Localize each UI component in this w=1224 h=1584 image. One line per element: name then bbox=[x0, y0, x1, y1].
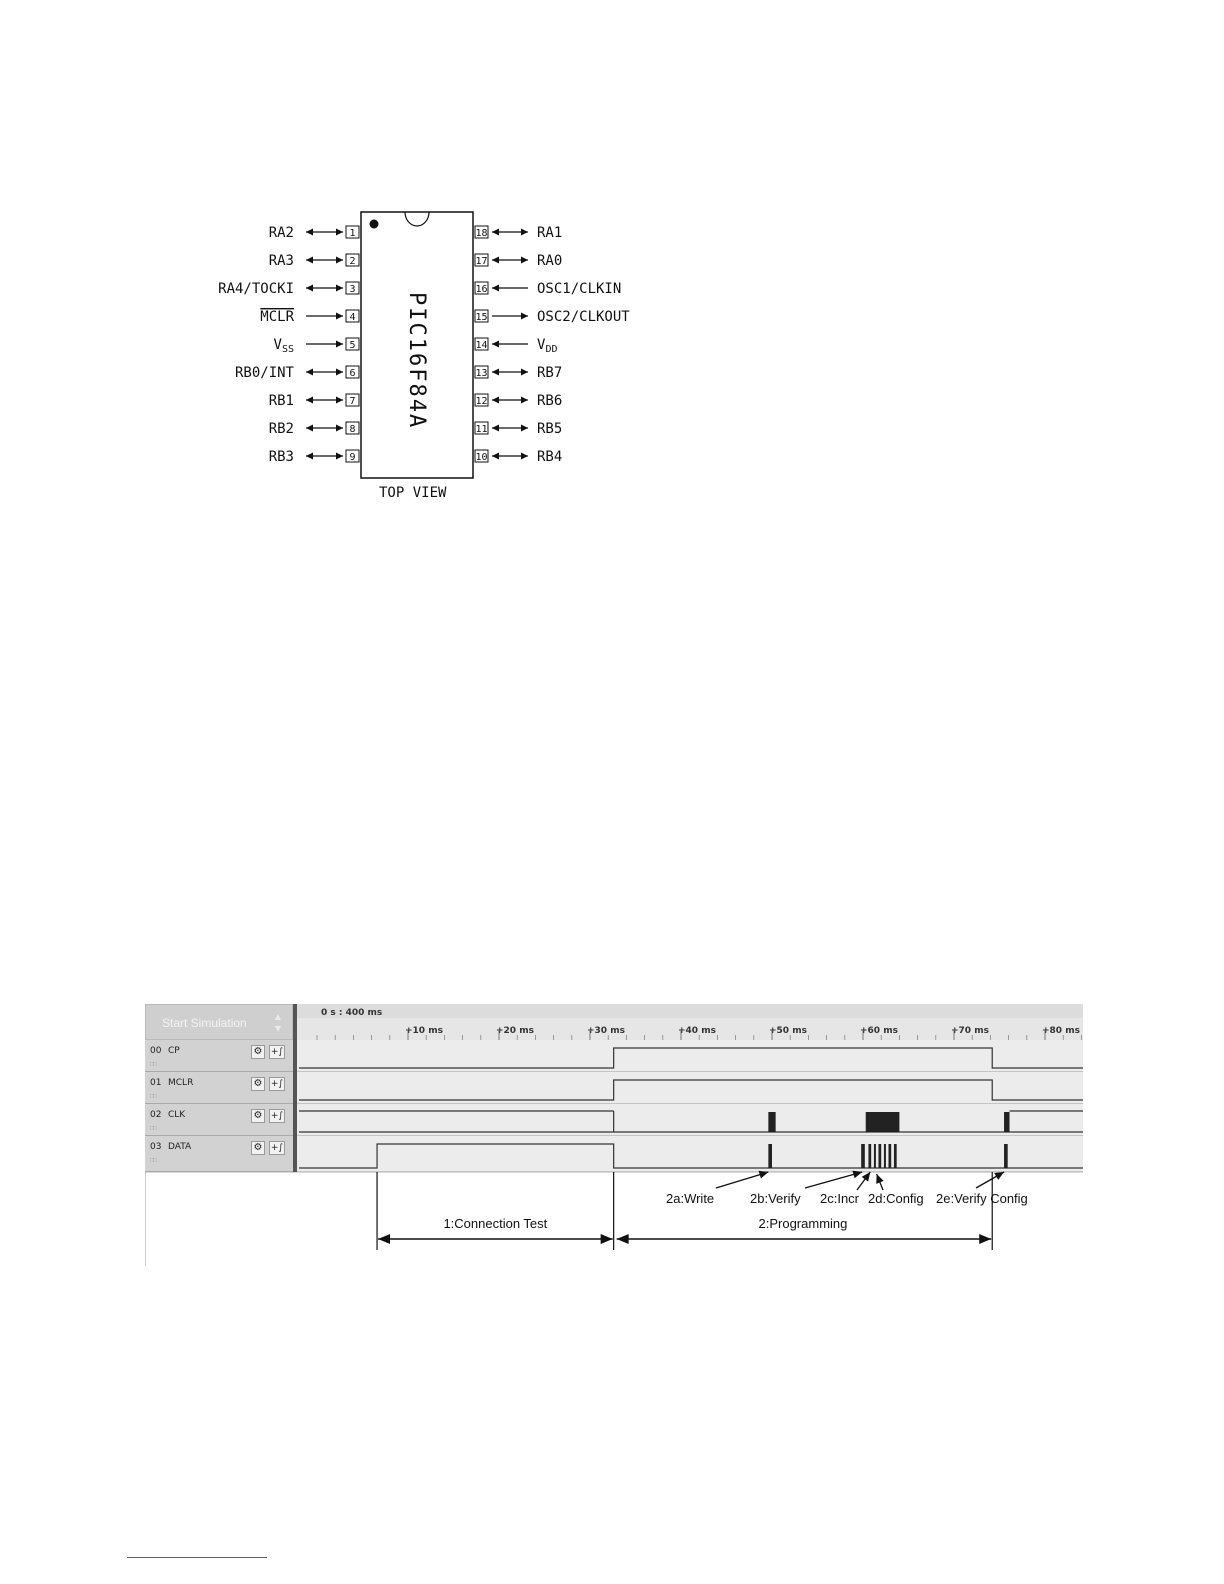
pin-14 bbox=[475, 337, 557, 355]
pin-number: 17 bbox=[475, 256, 488, 267]
pin1-marker bbox=[370, 220, 379, 229]
pin-label: RB2 bbox=[268, 421, 294, 437]
data-burst bbox=[1004, 1144, 1008, 1168]
signal-row-clk[interactable] bbox=[145, 1104, 293, 1136]
signal-name: MCLR bbox=[168, 1078, 194, 1088]
pin-number: 13 bbox=[475, 368, 488, 379]
pin-number: 10 bbox=[475, 452, 488, 463]
pin-label: RA2 bbox=[268, 225, 294, 241]
pin-number: 4 bbox=[349, 312, 356, 323]
edge-trigger-icon[interactable]: +∫ bbox=[270, 1143, 284, 1153]
pin-label: OSC1/CLKIN bbox=[537, 281, 622, 297]
tick-label: +20 ms bbox=[496, 1026, 534, 1036]
tick-label: +80 ms bbox=[1042, 1026, 1080, 1036]
data-burst bbox=[888, 1144, 891, 1168]
pin-label: RB3 bbox=[268, 449, 294, 465]
pin-label: RB1 bbox=[268, 393, 294, 409]
pin-number: 18 bbox=[475, 228, 488, 239]
clk-burst bbox=[866, 1112, 900, 1132]
data-burst bbox=[768, 1144, 772, 1168]
pin-number: 5 bbox=[349, 340, 356, 351]
pin-label: RA4/TOCKI bbox=[218, 281, 294, 297]
gear-icon[interactable]: ⚙ bbox=[251, 1077, 265, 1091]
drag-grip-icon[interactable]: ∷∷ bbox=[150, 1093, 156, 1100]
start-simulation-label: Start Simulation bbox=[162, 1016, 247, 1030]
pin-number: 9 bbox=[349, 452, 356, 463]
edge-trigger-icon[interactable]: +∫ bbox=[270, 1111, 284, 1121]
tick-label: +70 ms bbox=[951, 1026, 989, 1036]
tick-label: +50 ms bbox=[769, 1026, 807, 1036]
edge-trigger-icon[interactable]: +∫ bbox=[270, 1079, 284, 1089]
ruler-origin: 0 s : 400 ms bbox=[321, 1008, 383, 1018]
pin-number: 6 bbox=[349, 368, 356, 379]
pin-number: 15 bbox=[475, 312, 488, 323]
label-verify: 2b:Verify bbox=[750, 1191, 801, 1206]
right-pins bbox=[475, 225, 630, 465]
pin-2 bbox=[269, 253, 359, 269]
pin-7 bbox=[269, 393, 359, 409]
pin-number: 12 bbox=[475, 396, 488, 407]
signal-index: 01 bbox=[150, 1078, 162, 1088]
label-programming: 2:Programming bbox=[758, 1216, 848, 1231]
pin-label: OSC2/CLKOUT bbox=[537, 309, 630, 325]
signal-name: CP bbox=[168, 1046, 180, 1056]
chip-name: PIC16F84A bbox=[404, 292, 429, 430]
edge-trigger-icon[interactable]: +∫ bbox=[270, 1047, 284, 1057]
signal-index: 02 bbox=[150, 1110, 162, 1120]
label-incr: 2c:Incr bbox=[820, 1191, 860, 1206]
label-config: 2d:Config bbox=[868, 1191, 924, 1206]
pin-18 bbox=[475, 225, 562, 241]
start-simulation-button[interactable] bbox=[145, 1004, 293, 1040]
pin-number: 8 bbox=[349, 424, 356, 435]
signal-row-mclr[interactable] bbox=[145, 1072, 293, 1104]
gear-icon[interactable]: ⚙ bbox=[251, 1141, 265, 1155]
pin-label: RA1 bbox=[537, 225, 563, 241]
pin-label: MCLR bbox=[260, 309, 294, 325]
pin-6 bbox=[235, 365, 359, 381]
tick-label: +40 ms bbox=[678, 1026, 716, 1036]
drag-grip-icon[interactable]: ∷∷ bbox=[150, 1061, 156, 1068]
tick-label: +10 ms bbox=[405, 1026, 443, 1036]
clk-burst bbox=[1004, 1112, 1009, 1132]
pin-12 bbox=[475, 393, 562, 409]
pin-number: 7 bbox=[349, 396, 356, 407]
pin-10 bbox=[475, 449, 562, 465]
pin-label: RB0/INT bbox=[234, 365, 294, 381]
pin-15 bbox=[475, 309, 630, 325]
pin-number: 1 bbox=[349, 228, 356, 239]
left-pins bbox=[218, 225, 359, 465]
pin-16 bbox=[475, 281, 621, 297]
tick-label: +60 ms bbox=[860, 1026, 898, 1036]
pin-number: 11 bbox=[475, 424, 488, 435]
top-view-label: TOP VIEW bbox=[379, 485, 447, 501]
signal-row-data[interactable] bbox=[145, 1136, 293, 1172]
signal-name: DATA bbox=[168, 1142, 192, 1152]
pin-number: 3 bbox=[349, 284, 356, 295]
pin-17 bbox=[475, 253, 562, 269]
drag-grip-icon[interactable]: ∷∷ bbox=[150, 1157, 156, 1164]
panel-divider[interactable] bbox=[293, 1004, 297, 1172]
pin-label: $V_{SS}$ bbox=[273, 337, 294, 355]
pin-4 bbox=[260, 309, 359, 325]
pin-11 bbox=[475, 421, 562, 437]
pin-5 bbox=[274, 337, 359, 355]
pin-number: 16 bbox=[475, 284, 488, 295]
pin-label: RB4 bbox=[537, 449, 563, 465]
pin-label: RA3 bbox=[268, 253, 294, 269]
spinner-arrows-icon[interactable]: ▲ ▼ bbox=[274, 1012, 282, 1033]
gear-icon[interactable]: ⚙ bbox=[251, 1109, 265, 1123]
signal-index: 03 bbox=[150, 1142, 162, 1152]
data-burst bbox=[884, 1144, 886, 1168]
label-verify-config: 2e:Verify Config bbox=[936, 1191, 1028, 1206]
data-burst bbox=[868, 1144, 871, 1168]
pin-number: 14 bbox=[475, 340, 488, 351]
logic-simulator bbox=[145, 1004, 1083, 1266]
signal-row-cp[interactable] bbox=[145, 1040, 293, 1072]
signal-index: 00 bbox=[150, 1046, 162, 1056]
footnote-separator bbox=[127, 1557, 267, 1558]
pin-8 bbox=[269, 421, 359, 437]
pin-label: RB6 bbox=[537, 393, 563, 409]
pinout-diagram bbox=[200, 200, 660, 510]
data-burst bbox=[874, 1144, 876, 1168]
tick-label: +30 ms bbox=[587, 1026, 625, 1036]
pin-1 bbox=[269, 225, 359, 241]
pin-label: RB7 bbox=[537, 365, 563, 381]
label-write: 2a:Write bbox=[666, 1191, 715, 1206]
signal-name: CLK bbox=[168, 1110, 186, 1120]
pin-13 bbox=[475, 365, 562, 381]
pin-label: $V_{DD}$ bbox=[537, 337, 558, 355]
pin-3 bbox=[218, 281, 359, 297]
data-burst bbox=[894, 1144, 897, 1168]
pin-9 bbox=[269, 449, 359, 465]
drag-grip-icon[interactable]: ∷∷ bbox=[150, 1125, 156, 1132]
gear-icon[interactable]: ⚙ bbox=[251, 1045, 265, 1059]
data-burst bbox=[878, 1144, 881, 1168]
pin-label: RA0 bbox=[537, 253, 563, 269]
pin-number: 2 bbox=[349, 256, 356, 267]
clk-burst bbox=[768, 1112, 775, 1132]
label-connection-test: 1:Connection Test bbox=[443, 1216, 548, 1231]
pin-label: RB5 bbox=[537, 421, 563, 437]
annotations bbox=[377, 1171, 1028, 1250]
data-burst bbox=[861, 1144, 865, 1168]
